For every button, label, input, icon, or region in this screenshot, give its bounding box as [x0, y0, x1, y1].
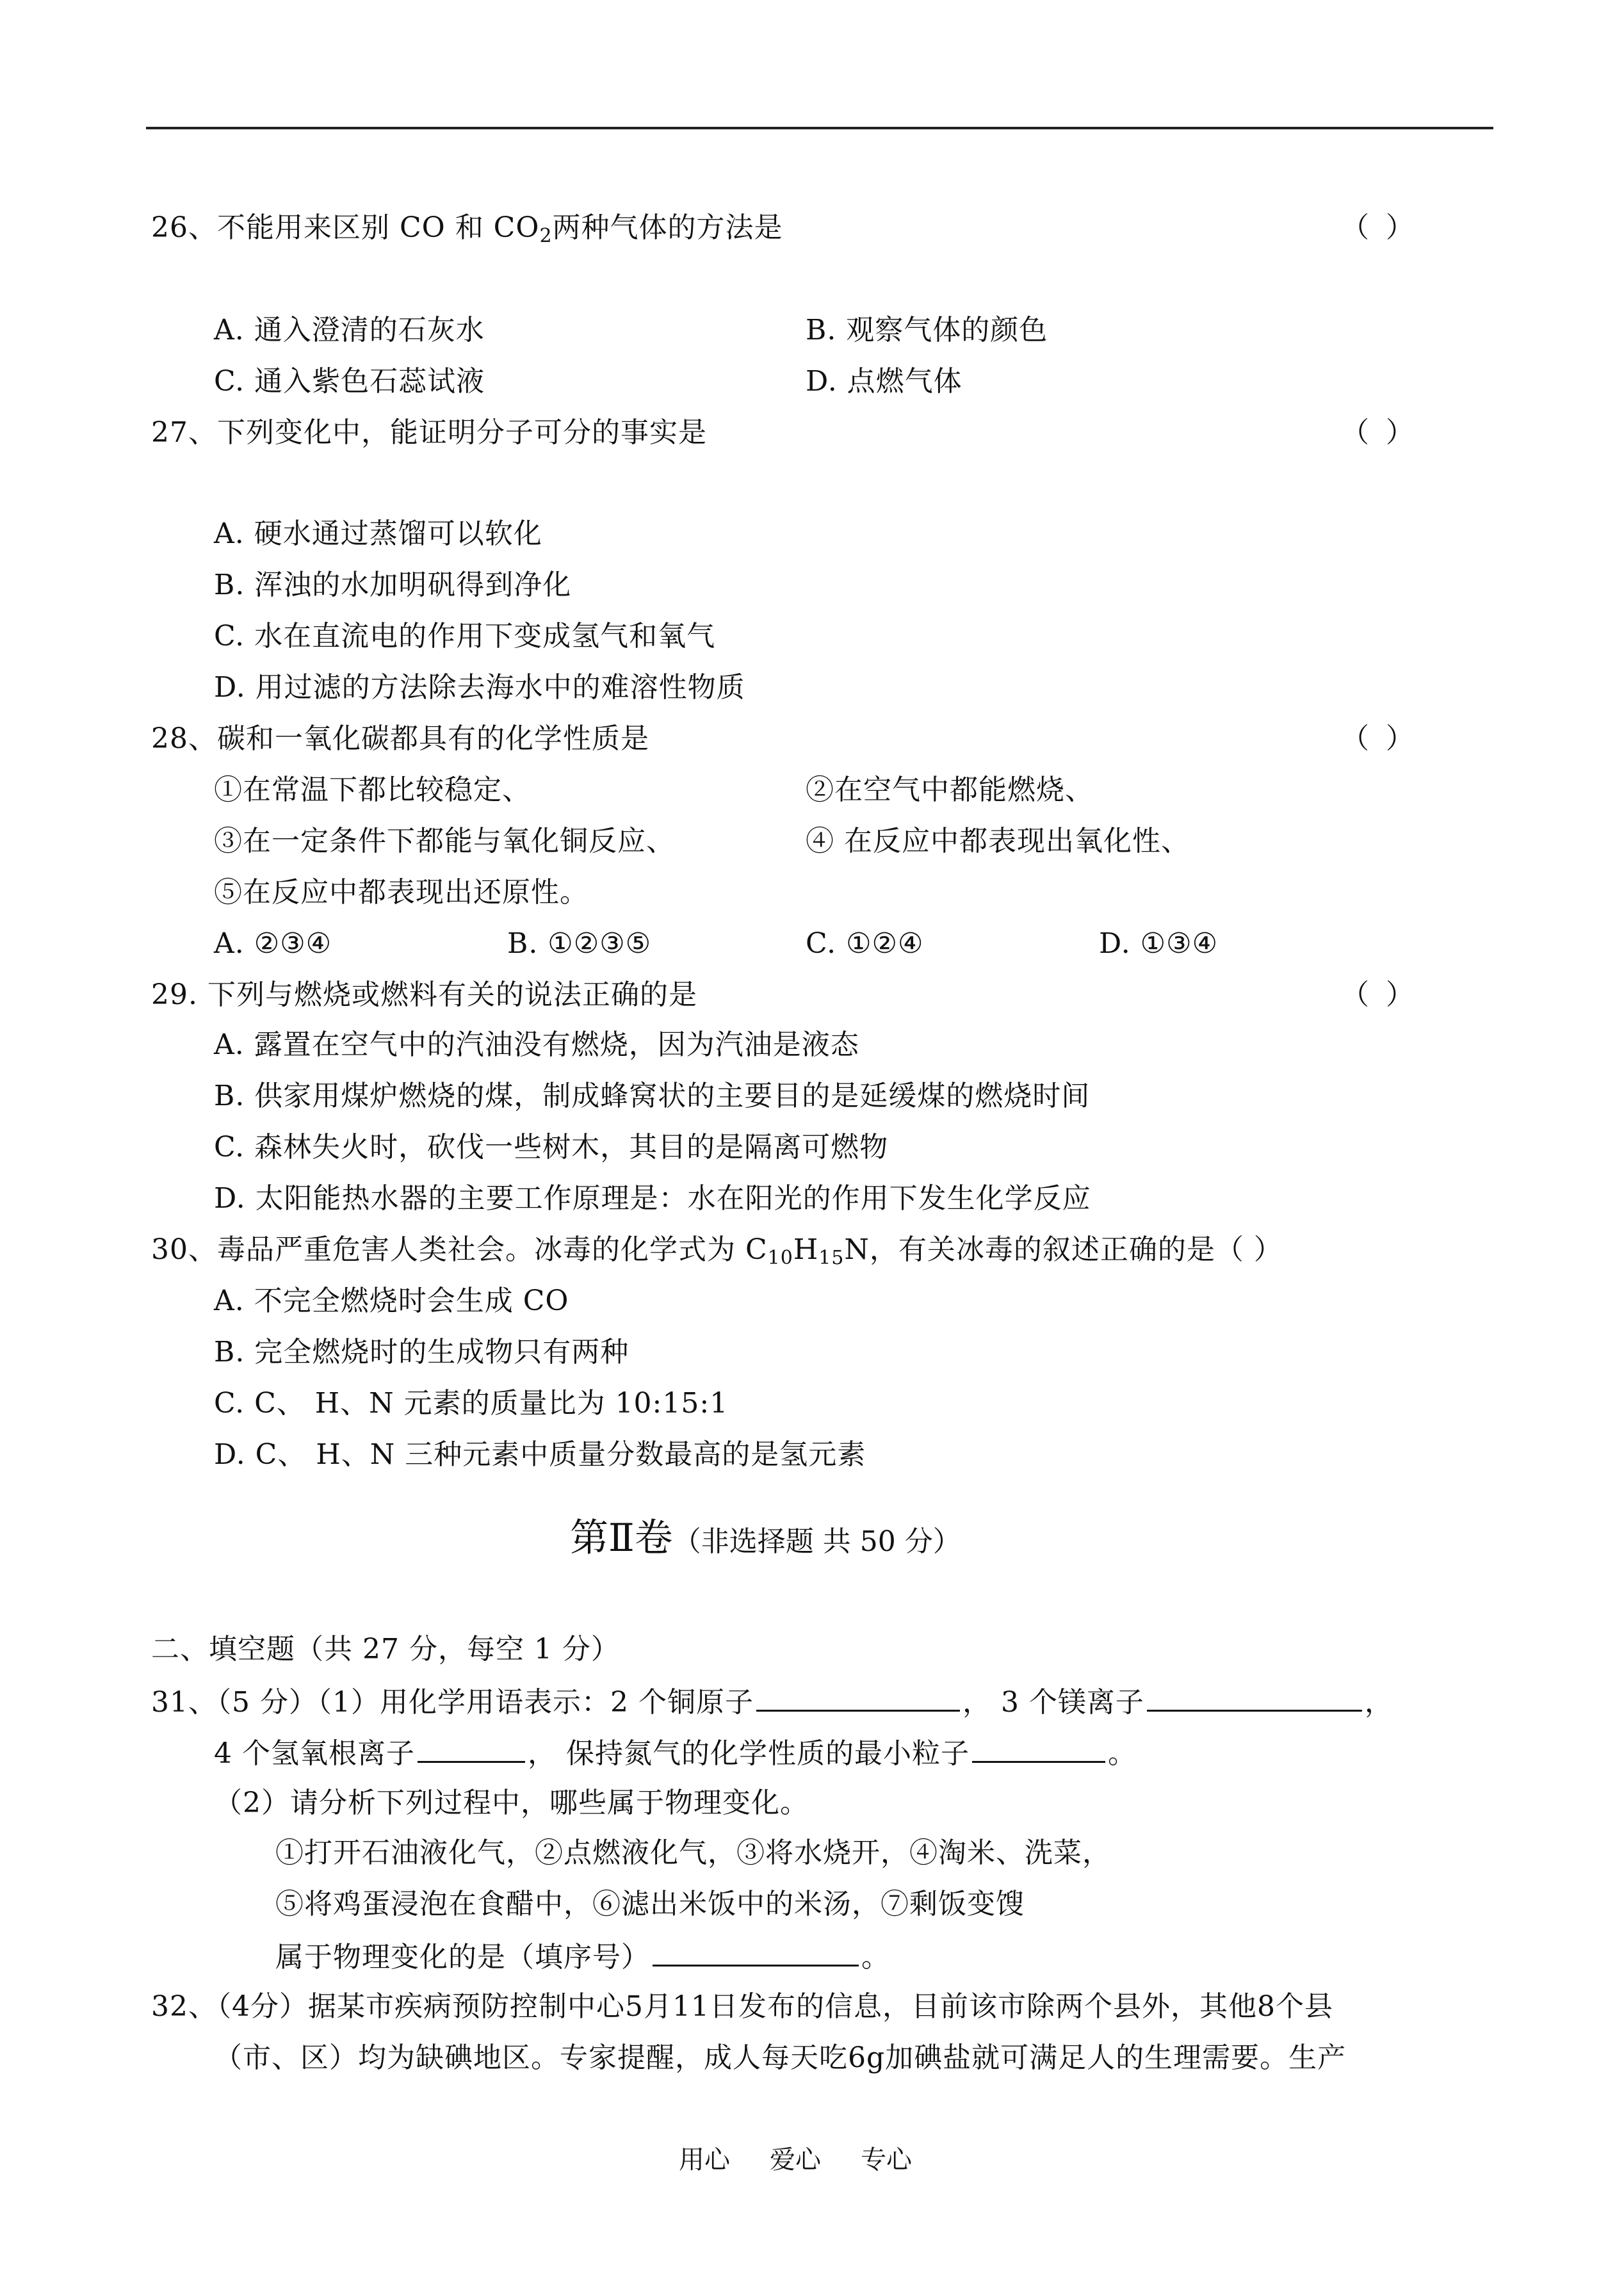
q29-option-d: D. 太阳能热水器的主要工作原理是：水在阳光的作用下发生化学反应 — [214, 1182, 1091, 1215]
footer-word-3: 专心 — [861, 2145, 912, 2175]
q26-stem: 26、不能用来区别 CO 和 $CO_2$两种气体的方法是 — [151, 211, 783, 247]
q27-option-b: B. 浑浊的水加明矾得到净化 — [214, 569, 572, 601]
q28-statement-3: ③在一定条件下都能与氧化铜反应、 — [214, 825, 675, 857]
q28-option-a: A. ②③④ — [214, 927, 332, 960]
q26-answer-paren: （ ） — [1341, 211, 1418, 244]
q30-stem: 30、毒品严重危害人类社会。冰毒的化学式为 $C_{10}H_{15}N$，有关冰毒的叙述正确的是（ ） — [151, 1233, 1283, 1269]
q28-option-b: B. ①②③⑤ — [507, 927, 652, 960]
q31-line-5: ⑤将鸡蛋浸泡在食醋中，⑥滤出米饭中的米汤，⑦剩饭变馊 — [275, 1888, 1025, 1920]
q29-option-b: B. 供家用煤炉燃烧的煤，制成蜂窝状的主要目的是延缓煤的燃烧时间 — [214, 1080, 1091, 1112]
q29-stem: 29. 下列与燃烧或燃料有关的说法正确的是 — [151, 978, 697, 1011]
section-title — [570, 1512, 961, 1564]
q27-stem: 27、下列变化中，能证明分子可分的事实是 — [151, 416, 707, 449]
q30-option-a: A. 不完全燃烧时会生成 CO — [214, 1285, 569, 1317]
q27-option-d: D. 用过滤的方法除去海水中的难溶性物质 — [214, 671, 745, 704]
q31-blank-smallest-particle[interactable] — [972, 1734, 1105, 1763]
q31-blank-hydroxide-ions[interactable] — [418, 1734, 525, 1763]
q26-option-d: D. 点燃气体 — [806, 365, 962, 398]
q31-blank-copper-atoms[interactable] — [756, 1683, 960, 1712]
part2-heading: 二、填空题（共 27 分，每空 1 分） — [151, 1633, 620, 1666]
q29-option-c: C. 森林失火时，砍伐一些树木，其目的是隔离可燃物 — [214, 1131, 889, 1164]
q30-option-d: D. C、 H、N 三种元素中质量分数最高的是氢元素 — [214, 1438, 866, 1471]
q31-blank-magnesium-ions[interactable] — [1147, 1683, 1362, 1712]
q28-option-d: D. ①③④ — [1099, 927, 1219, 960]
q28-statement-5: ⑤在反应中都表现出还原性。 — [214, 876, 589, 909]
q32-line-2: （市、区）均为缺碘地区。专家提醒，成人每天吃6g加碘盐就可满足人的生理需要。生产 — [214, 2041, 1347, 2074]
q28-answer-paren: （ ） — [1341, 722, 1418, 755]
q27-answer-paren: （ ） — [1341, 416, 1418, 449]
q26-option-b: B. 观察气体的颜色 — [806, 314, 1048, 346]
footer-word-1: 用心 — [679, 2145, 730, 2175]
section-title-main: 第Ⅱ卷 — [570, 1516, 673, 1561]
footer-word-2: 爱心 — [770, 2145, 821, 2175]
q31-line-4: ①打开石油液化气，②点燃液化气，③将水烧开，④淘米、洗菜， — [275, 1837, 1111, 1869]
q31-line-3: （2）请分析下列过程中，哪些属于物理变化。 — [214, 1787, 809, 1819]
q28-statement-4: ④ 在反应中都表现出氧化性、 — [806, 825, 1190, 857]
q31-line-1: 31、（5 分）（1）用化学用语表示：2 个铜原子 ， 3 个镁离子 ， — [151, 1683, 1393, 1719]
q27-option-c: C. 水在直流电的作用下变成氢气和氧气 — [214, 620, 716, 653]
q30-option-b: B. 完全燃烧时的生成物只有两种 — [214, 1336, 629, 1368]
header-rule — [146, 127, 1493, 129]
q31-line-2: 4 个氢氧根离子 ， 保持氮气的化学性质的最小粒子 。 — [214, 1734, 1137, 1770]
q26-option-c: C. 通入紫色石蕊试液 — [214, 365, 485, 398]
section-title-sub: （非选择题 共 50 分） — [672, 1525, 961, 1558]
q30-option-c: C. C、 H、N 元素的质量比为 10:15:1 — [214, 1387, 729, 1420]
q28-statement-1: ①在常温下都比较稳定、 — [214, 774, 531, 806]
footer-motto — [679, 2144, 912, 2176]
q32-line-1: 32、（4分）据某市疾病预防控制中心5月11日发布的信息，目前该市除两个县外，其他8个县 — [151, 1990, 1333, 2023]
q26-option-a: A. 通入澄清的石灰水 — [214, 314, 485, 346]
q29-option-a: A. 露置在空气中的汽油没有燃烧，因为汽油是液态 — [214, 1028, 859, 1061]
q31-blank-physical-changes[interactable] — [653, 1938, 859, 1967]
q28-stem: 28、碳和一氧化碳都具有的化学性质是 — [151, 722, 649, 755]
q31-line-6: 属于物理变化的是（填序号） 。 — [275, 1938, 890, 1974]
q28-statement-2: ②在空气中都能燃烧、 — [806, 774, 1094, 806]
q27-option-a: A. 硬水通过蒸馏可以软化 — [214, 517, 542, 550]
q29-answer-paren: （ ） — [1341, 978, 1418, 1011]
q28-option-c: C. ①②④ — [806, 927, 924, 960]
